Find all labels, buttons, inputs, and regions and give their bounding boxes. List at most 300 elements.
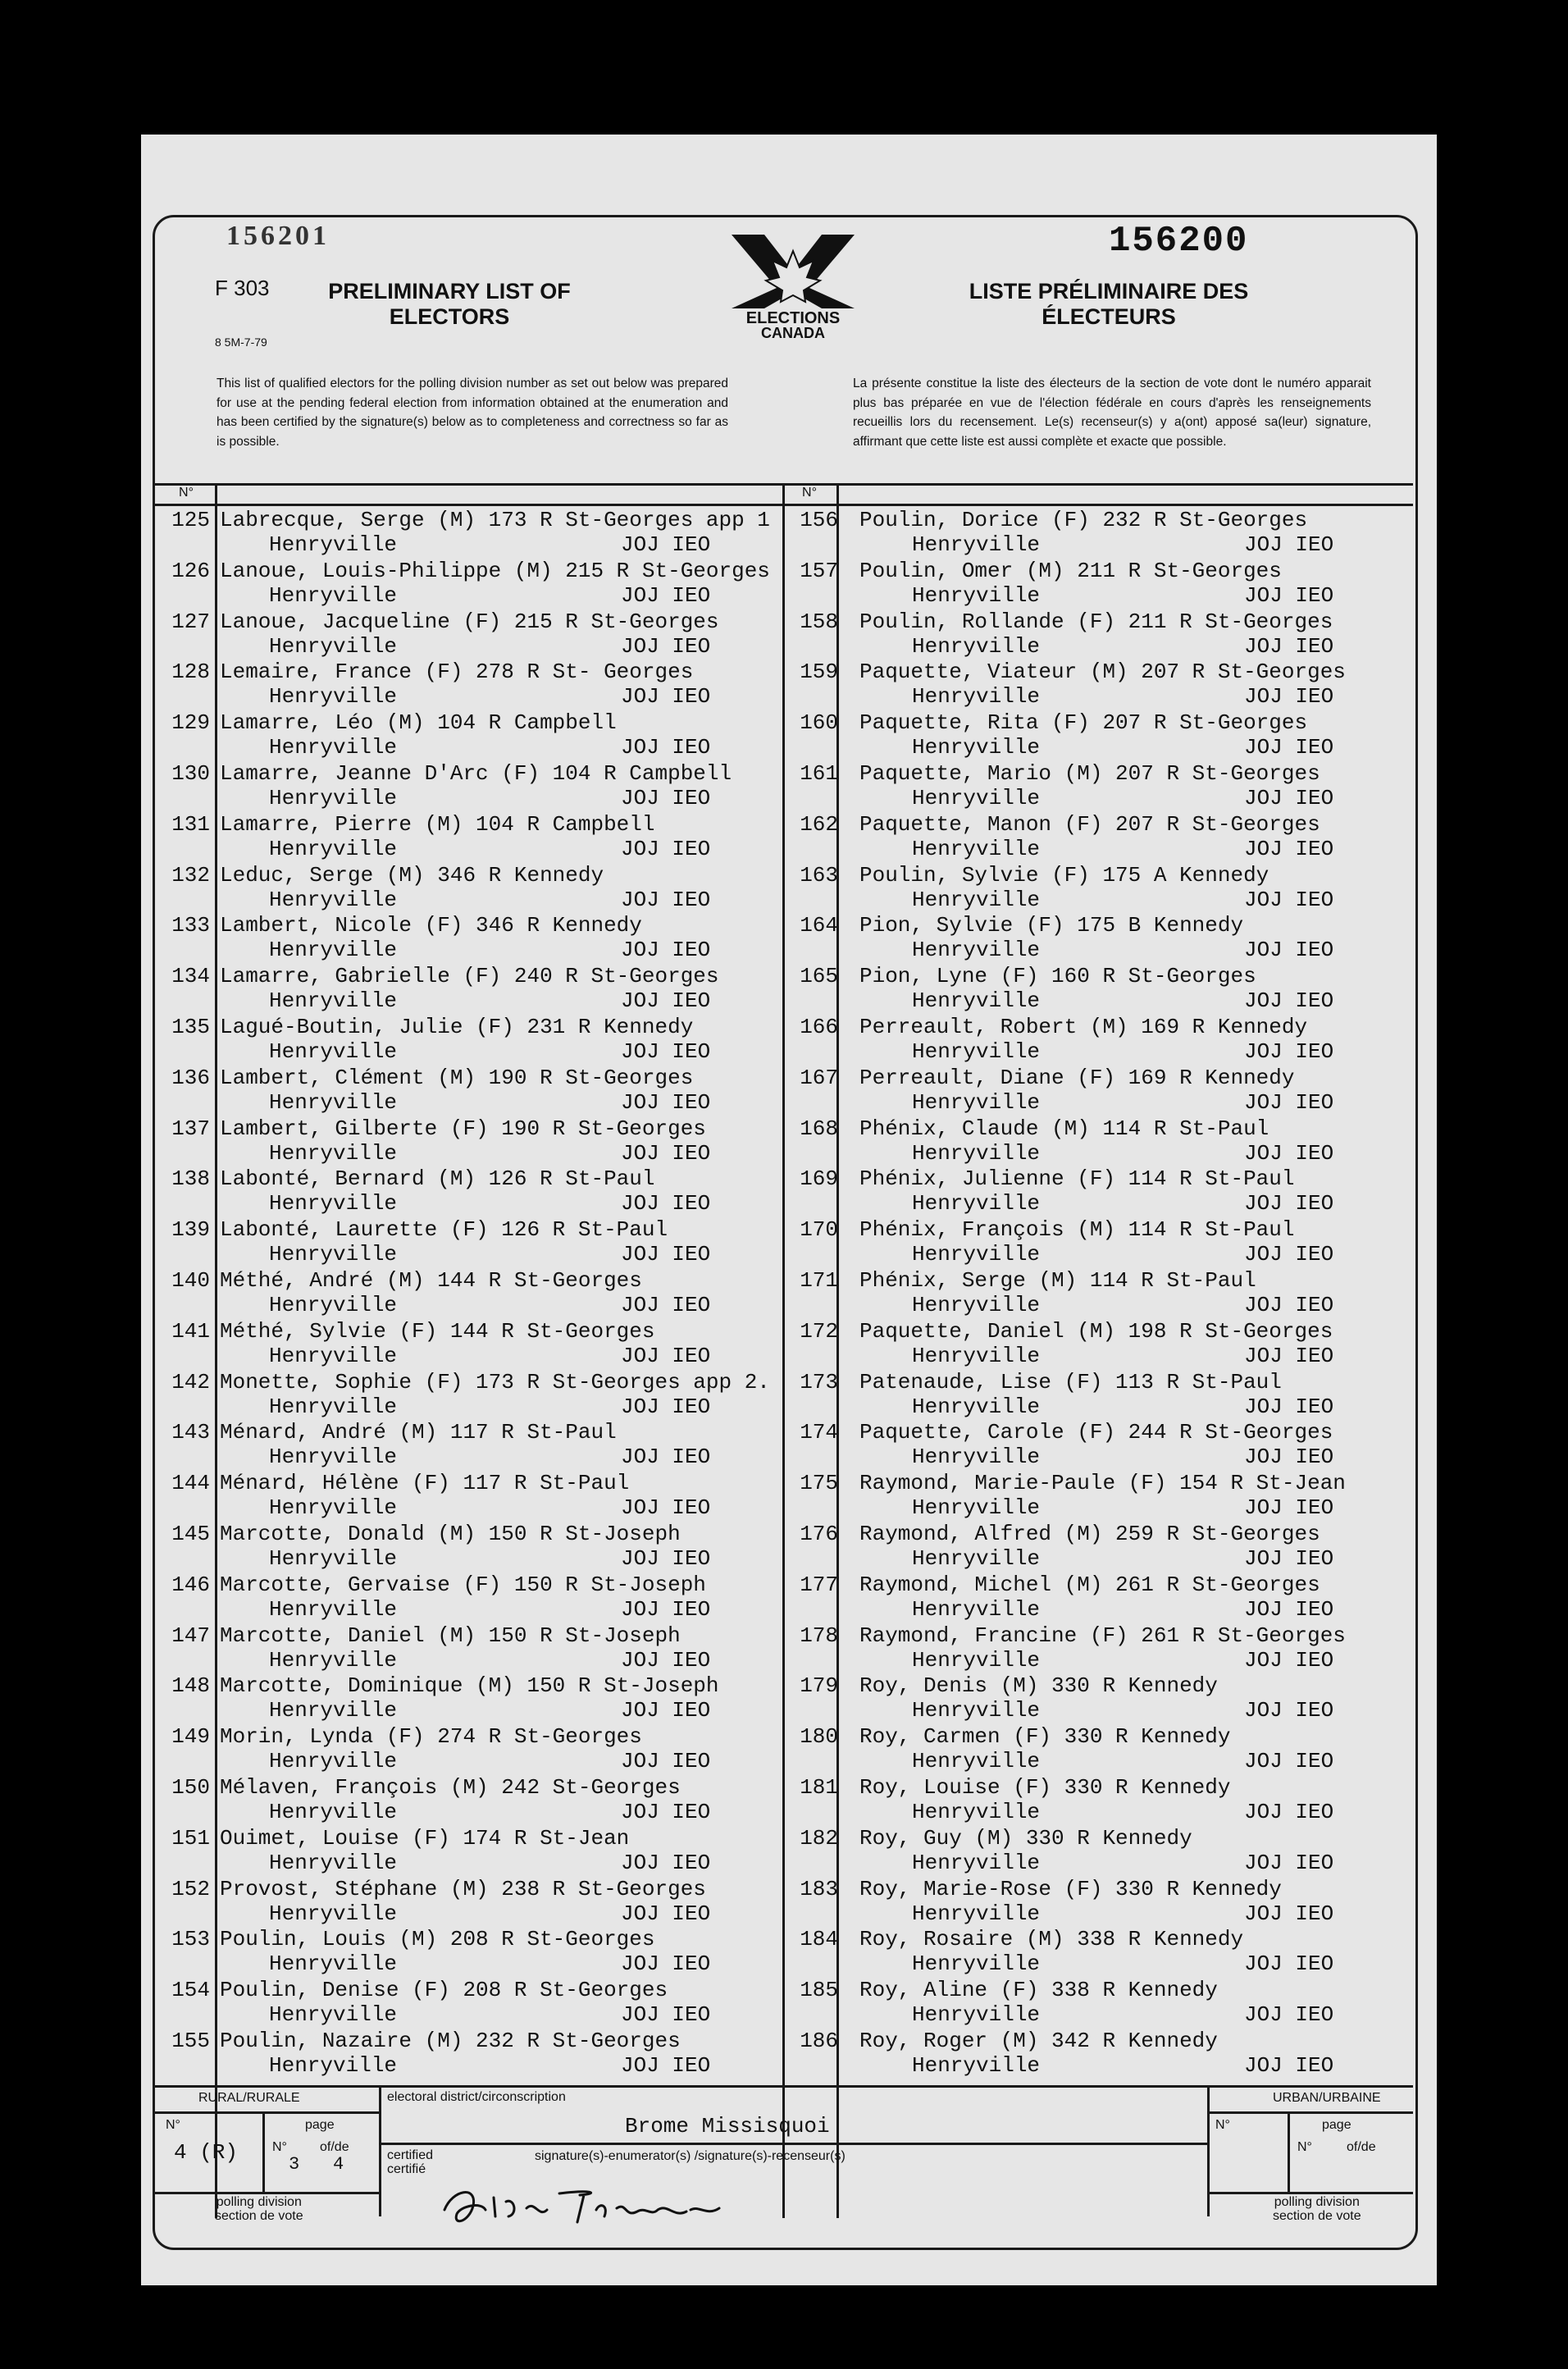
elector-postal-code: JOJ IEO xyxy=(1244,988,1334,1014)
entry-number: 149 xyxy=(171,1724,210,1750)
elector-city: Henryville xyxy=(912,1343,1041,1368)
elector-city: Henryville xyxy=(269,1140,398,1166)
entry-number: 169 xyxy=(800,1166,838,1192)
elector-city: Henryville xyxy=(912,1647,1041,1673)
elector-name-address: Phénix, Serge (M) 114 R St-Paul xyxy=(859,1267,1256,1293)
elector-postal-code: JOJ IEO xyxy=(621,1445,711,1470)
elector-entry xyxy=(157,1116,781,1167)
elector-entry xyxy=(789,1319,1412,1370)
elector-postal-code: JOJ IEO xyxy=(621,1140,711,1166)
elector-postal-code: JOJ IEO xyxy=(621,1951,711,1977)
elector-city: Henryville xyxy=(912,1292,1041,1317)
entry-number: 140 xyxy=(171,1267,210,1293)
elector-city: Henryville xyxy=(269,1596,398,1622)
elector-postal-code: JOJ IEO xyxy=(621,684,711,710)
elector-name-address: Paquette, Rita (F) 207 R St-Georges xyxy=(859,710,1308,736)
elector-postal-code: JOJ IEO xyxy=(621,2052,711,2078)
page-number: 3 xyxy=(289,2154,300,2175)
elector-city: Henryville xyxy=(912,887,1041,912)
elector-city: Henryville xyxy=(912,785,1041,810)
elector-entry xyxy=(789,1673,1412,1724)
entry-number: 145 xyxy=(171,1521,210,1546)
elector-city: Henryville xyxy=(912,582,1041,608)
elector-postal-code: JOJ IEO xyxy=(1244,532,1334,557)
right-elector-column xyxy=(789,508,1412,2079)
elector-entry xyxy=(157,1724,781,1775)
elector-name-address: Poulin, Denise (F) 208 R St-Georges xyxy=(220,1978,668,2003)
elector-name-address: Poulin, Louis (M) 208 R St-Georges xyxy=(220,1927,655,1952)
elector-name-address: Lamarre, Jeanne D'Arc (F) 104 R Campbell xyxy=(220,760,732,786)
elector-entry xyxy=(157,1927,781,1978)
rural-label: RURAL/RURALE xyxy=(198,2091,300,2105)
entry-number: 142 xyxy=(171,1369,210,1394)
entry-number: 157 xyxy=(800,558,838,583)
elector-entry xyxy=(157,1066,781,1116)
elector-postal-code: JOJ IEO xyxy=(621,1191,711,1216)
entry-number: 129 xyxy=(171,710,210,736)
elector-name-address: Phénix, Claude (M) 114 R St-Paul xyxy=(859,1116,1269,1141)
elector-city: Henryville xyxy=(912,1545,1041,1571)
elector-entry xyxy=(789,1066,1412,1116)
elector-postal-code: JOJ IEO xyxy=(621,735,711,760)
elector-name-address: Ménard, André (M) 117 R St-Paul xyxy=(220,1420,617,1445)
form-date: 8 5M-7-79 xyxy=(215,335,267,349)
elector-postal-code: JOJ IEO xyxy=(621,2002,711,2028)
enumerator-signature xyxy=(436,2177,732,2234)
entry-number: 184 xyxy=(800,1927,838,1952)
elector-name-address: Paquette, Manon (F) 207 R St-Georges xyxy=(859,811,1320,837)
elector-postal-code: JOJ IEO xyxy=(621,1038,711,1064)
elector-entry xyxy=(789,1826,1412,1877)
elector-name-address: Pion, Lyne (F) 160 R St-Georges xyxy=(859,964,1256,989)
elector-postal-code: JOJ IEO xyxy=(621,836,711,861)
entry-number: 185 xyxy=(800,1978,838,2003)
elector-name-address: Ménard, Hélène (F) 117 R St-Paul xyxy=(220,1471,630,1496)
elector-entry xyxy=(789,1268,1412,1319)
entry-number: 183 xyxy=(800,1876,838,1901)
elector-postal-code: JOJ IEO xyxy=(621,1698,711,1723)
elector-city: Henryville xyxy=(269,532,398,557)
elector-entry xyxy=(157,1319,781,1370)
elector-postal-code: JOJ IEO xyxy=(621,938,711,963)
entry-number: 163 xyxy=(800,862,838,888)
elector-postal-code: JOJ IEO xyxy=(621,1545,711,1571)
elector-name-address: Roy, Denis (M) 330 R Kennedy xyxy=(859,1673,1218,1699)
intro-text-french: La présente constitue la liste des électeurs de la section de vote dont le numéro apparait plus bas préparée en vue de l'élection fédérale en cours d'après les renseignements recueillis lors du recensement. Le(s) recenseur(s) y a(ont) apposé sa(leur) signature, affirmant que cette liste est aussi complète et exacte que possible. xyxy=(853,377,1371,449)
elector-name-address: Monette, Sophie (F) 173 R St-Georges app 2. xyxy=(220,1369,770,1394)
elector-entry xyxy=(789,863,1412,914)
polling-division-fr: section de vote xyxy=(215,2209,303,2223)
elector-entry xyxy=(157,1572,781,1623)
elector-city: Henryville xyxy=(269,1698,398,1723)
elector-postal-code: JOJ IEO xyxy=(1244,1292,1334,1317)
elector-entry xyxy=(789,1015,1412,1066)
elector-city: Henryville xyxy=(912,938,1041,963)
entry-number: 160 xyxy=(800,710,838,736)
entry-number: 141 xyxy=(171,1318,210,1344)
elector-postal-code: JOJ IEO xyxy=(1244,836,1334,861)
elector-postal-code: JOJ IEO xyxy=(1244,1191,1334,1216)
district-label: electoral district/circonscription xyxy=(387,2090,566,2104)
entry-number: 180 xyxy=(800,1724,838,1750)
entry-number: 134 xyxy=(171,964,210,989)
elector-postal-code: JOJ IEO xyxy=(621,1596,711,1622)
elector-city: Henryville xyxy=(912,1140,1041,1166)
elector-postal-code: JOJ IEO xyxy=(1244,1545,1334,1571)
elector-postal-code: JOJ IEO xyxy=(621,633,711,659)
elector-city: Henryville xyxy=(269,1394,398,1419)
entry-number: 186 xyxy=(800,2028,838,2053)
rural-header-rule xyxy=(154,2111,381,2114)
elector-postal-code: JOJ IEO xyxy=(1244,1394,1334,1419)
elector-entry xyxy=(157,660,781,710)
elector-entry xyxy=(789,761,1412,812)
urban-no-label: N° xyxy=(1215,2118,1230,2132)
entry-number: 166 xyxy=(800,1014,838,1039)
urban-polling-rule xyxy=(1207,2192,1413,2194)
elector-city: Henryville xyxy=(269,1343,398,1368)
entry-number: 148 xyxy=(171,1673,210,1699)
polling-division-label xyxy=(215,2195,303,2223)
serial-number: 156200 xyxy=(1109,221,1249,262)
entry-number: 126 xyxy=(171,558,210,583)
entry-number: 173 xyxy=(800,1369,838,1394)
elector-entry xyxy=(157,1217,781,1268)
elector-name-address: Ouimet, Louise (F) 174 R St-Jean xyxy=(220,1825,630,1851)
elector-name-address: Lemaire, France (F) 278 R St- Georges xyxy=(220,660,694,685)
entry-number: 158 xyxy=(800,609,838,634)
right-number-header: N° xyxy=(802,486,817,500)
entry-number: 170 xyxy=(800,1217,838,1243)
maple-leaf-icon xyxy=(715,226,871,341)
elector-city: Henryville xyxy=(269,2002,398,2028)
elector-city: Henryville xyxy=(912,1799,1041,1824)
urban-polling-fr: section de vote xyxy=(1273,2209,1361,2223)
elector-city: Henryville xyxy=(269,1191,398,1216)
elector-entry xyxy=(157,1268,781,1319)
signature-label: signature(s)-enumerator(s) /signature(s)-recenseur(s) xyxy=(535,2149,846,2163)
elector-postal-code: JOJ IEO xyxy=(1244,1089,1334,1115)
elector-postal-code: JOJ IEO xyxy=(1244,633,1334,659)
elector-name-address: Paquette, Viateur (M) 207 R St-Georges xyxy=(859,660,1346,685)
elector-city: Henryville xyxy=(912,2002,1041,2028)
elector-postal-code: JOJ IEO xyxy=(621,887,711,912)
page-total: 4 xyxy=(333,2154,344,2175)
center-column-rule xyxy=(782,483,785,2218)
elector-city: Henryville xyxy=(912,735,1041,760)
entry-number: 144 xyxy=(171,1471,210,1496)
elector-city: Henryville xyxy=(269,1647,398,1673)
title-french: LISTE PRÉLIMINAIRE DES ÉLECTEURS xyxy=(969,279,1249,329)
elector-name-address: Poulin, Omer (M) 211 R St-Georges xyxy=(859,558,1282,583)
certified-en: certified xyxy=(387,2148,434,2162)
elector-city: Henryville xyxy=(912,1901,1041,1926)
elector-name-address: Phénix, Julienne (F) 114 R St-Paul xyxy=(859,1166,1295,1192)
page-label: page xyxy=(305,2118,335,2132)
elector-entry xyxy=(789,1217,1412,1268)
entry-number: 150 xyxy=(171,1774,210,1800)
elector-name-address: Paquette, Carole (F) 244 R St-Georges xyxy=(859,1420,1333,1445)
urban-polling-label xyxy=(1273,2195,1361,2223)
polling-division-en: polling division xyxy=(216,2195,302,2209)
elector-postal-code: JOJ IEO xyxy=(621,1089,711,1115)
elector-name-address: Raymond, Michel (M) 261 R St-Georges xyxy=(859,1572,1320,1597)
elector-entry xyxy=(157,913,781,964)
svg-text:CANADA: CANADA xyxy=(761,325,825,341)
elector-name-address: Roy, Aline (F) 338 R Kennedy xyxy=(859,1978,1218,2003)
elector-entry xyxy=(789,1724,1412,1775)
elector-city: Henryville xyxy=(912,988,1041,1014)
elector-postal-code: JOJ IEO xyxy=(621,1749,711,1774)
elector-name-address: Lamarre, Pierre (M) 104 R Campbell xyxy=(220,811,655,837)
urban-header-rule xyxy=(1207,2111,1413,2114)
elector-entry xyxy=(157,559,781,609)
elector-entry xyxy=(789,1775,1412,1826)
entry-number: 176 xyxy=(800,1521,838,1546)
elector-entry xyxy=(789,609,1412,660)
elector-postal-code: JOJ IEO xyxy=(621,1799,711,1824)
elector-postal-code: JOJ IEO xyxy=(621,1343,711,1368)
elector-name-address: Roy, Louise (F) 330 R Kennedy xyxy=(859,1774,1231,1800)
elector-city: Henryville xyxy=(912,1495,1041,1521)
elector-postal-code: JOJ IEO xyxy=(1244,1140,1334,1166)
elector-city: Henryville xyxy=(269,684,398,710)
entry-number: 161 xyxy=(800,760,838,786)
elector-entry xyxy=(157,1471,781,1522)
elector-postal-code: JOJ IEO xyxy=(1244,1647,1334,1673)
elector-name-address: Roy, Carmen (F) 330 R Kennedy xyxy=(859,1724,1231,1750)
elector-name-address: Marcotte, Donald (M) 150 R St-Joseph xyxy=(220,1521,681,1546)
elector-name-address: Poulin, Nazaire (M) 232 R St-Georges xyxy=(220,2028,681,2053)
elector-name-address: Raymond, Marie-Paule (F) 154 R St-Jean xyxy=(859,1471,1346,1496)
elector-city: Henryville xyxy=(269,988,398,1014)
document-sheet xyxy=(141,135,1437,2285)
elector-name-address: Roy, Rosaire (M) 338 R Kennedy xyxy=(859,1927,1244,1952)
entry-number: 162 xyxy=(800,811,838,837)
entry-number: 131 xyxy=(171,811,210,837)
elector-entry xyxy=(157,710,781,761)
elector-postal-code: JOJ IEO xyxy=(1244,887,1334,912)
elector-name-address: Poulin, Rollande (F) 211 R St-Georges xyxy=(859,609,1333,634)
urban-page-label: page xyxy=(1322,2118,1351,2132)
left-elector-column xyxy=(157,508,781,2079)
elector-name-address: Provost, Stéphane (M) 238 R St-Georges xyxy=(220,1876,706,1901)
page-divider xyxy=(262,2111,265,2193)
elector-name-address: Patenaude, Lise (F) 113 R St-Paul xyxy=(859,1369,1282,1394)
entry-number: 172 xyxy=(800,1318,838,1344)
elector-name-address: Raymond, Alfred (M) 259 R St-Georges xyxy=(859,1521,1320,1546)
elector-name-address: Perreault, Diane (F) 169 R Kennedy xyxy=(859,1065,1295,1090)
elector-entry xyxy=(789,559,1412,609)
elector-entry xyxy=(157,1015,781,1066)
urban-divider xyxy=(1207,2085,1210,2216)
left-number-header: N° xyxy=(179,486,194,500)
elector-city: Henryville xyxy=(912,1850,1041,1875)
elector-city: Henryville xyxy=(912,1038,1041,1064)
elector-postal-code: JOJ IEO xyxy=(1244,1495,1334,1521)
polling-division-number: 4 (R) xyxy=(174,2140,239,2165)
elector-city: Henryville xyxy=(912,1698,1041,1723)
elector-name-address: Paquette, Daniel (M) 198 R St-Georges xyxy=(859,1318,1333,1344)
elector-city: Henryville xyxy=(269,1545,398,1571)
elector-city: Henryville xyxy=(269,1749,398,1774)
certified-fr: certifié xyxy=(387,2162,426,2176)
elector-name-address: Lagué-Boutin, Julie (F) 231 R Kennedy xyxy=(220,1014,694,1039)
entry-number: 174 xyxy=(800,1420,838,1445)
elector-city: Henryville xyxy=(269,938,398,963)
elector-city: Henryville xyxy=(912,1596,1041,1622)
elector-city: Henryville xyxy=(269,735,398,760)
elector-city: Henryville xyxy=(269,2052,398,2078)
entry-number: 179 xyxy=(800,1673,838,1699)
elector-name-address: Labrecque, Serge (M) 173 R St-Georges app 1 xyxy=(220,508,770,532)
elections-canada-logo xyxy=(715,226,871,341)
elector-entry xyxy=(157,1522,781,1572)
elector-name-address: Labonté, Laurette (F) 126 R St-Paul xyxy=(220,1217,668,1243)
entry-number: 152 xyxy=(171,1876,210,1901)
elector-city: Henryville xyxy=(269,1089,398,1115)
entry-number: 135 xyxy=(171,1014,210,1039)
elector-postal-code: JOJ IEO xyxy=(1244,1038,1334,1064)
entry-number: 178 xyxy=(800,1623,838,1648)
elector-name-address: Marcotte, Daniel (M) 150 R St-Joseph xyxy=(220,1623,681,1648)
elector-postal-code: JOJ IEO xyxy=(1244,684,1334,710)
elector-city: Henryville xyxy=(269,1242,398,1267)
document-code-stamp: 156201 xyxy=(226,221,330,251)
elector-entry xyxy=(789,812,1412,863)
elector-entry xyxy=(789,1116,1412,1167)
elector-name-address: Lanoue, Jacqueline (F) 215 R St-Georges xyxy=(220,609,719,634)
elector-postal-code: JOJ IEO xyxy=(621,1394,711,1419)
entry-number: 175 xyxy=(800,1471,838,1496)
elector-entry xyxy=(789,1370,1412,1421)
entry-number: 127 xyxy=(171,609,210,634)
elector-postal-code: JOJ IEO xyxy=(1244,1596,1334,1622)
certified-label xyxy=(387,2148,433,2176)
entry-number: 143 xyxy=(171,1420,210,1445)
entry-number: 153 xyxy=(171,1927,210,1952)
elector-entry xyxy=(789,964,1412,1015)
elector-city: Henryville xyxy=(912,1242,1041,1267)
urban-of-label: of/de xyxy=(1347,2140,1376,2154)
elector-entry xyxy=(157,508,781,559)
elector-name-address: Lanoue, Louis-Philippe (M) 215 R St-Georges xyxy=(220,558,770,583)
elector-entry xyxy=(789,710,1412,761)
elector-city: Henryville xyxy=(269,1445,398,1470)
elector-postal-code: JOJ IEO xyxy=(1244,582,1334,608)
elector-city: Henryville xyxy=(269,582,398,608)
entry-number: 182 xyxy=(800,1825,838,1851)
elector-city: Henryville xyxy=(912,1089,1041,1115)
district-value: Brome Missisquoi xyxy=(625,2114,830,2138)
elector-entry xyxy=(789,1471,1412,1522)
entry-number: 151 xyxy=(171,1825,210,1851)
form-number: F 303 xyxy=(215,276,270,300)
elector-entry xyxy=(789,2029,1412,2079)
entry-number: 132 xyxy=(171,862,210,888)
elector-entry xyxy=(157,1775,781,1826)
elector-city: Henryville xyxy=(269,1292,398,1317)
elector-city: Henryville xyxy=(269,1901,398,1926)
elector-postal-code: JOJ IEO xyxy=(621,1495,711,1521)
svg-text:ELECTIONS: ELECTIONS xyxy=(745,309,841,327)
page-no-label: N° xyxy=(272,2140,287,2154)
elector-postal-code: JOJ IEO xyxy=(1244,1242,1334,1267)
elector-city: Henryville xyxy=(269,785,398,810)
elector-name-address: Mélaven, François (M) 242 St-Georges xyxy=(220,1774,681,1800)
entry-number: 177 xyxy=(800,1572,838,1597)
urban-polling-en: polling division xyxy=(1274,2195,1360,2209)
elector-name-address: Lamarre, Gabrielle (F) 240 R St-Georges xyxy=(220,964,719,989)
elector-postal-code: JOJ IEO xyxy=(621,532,711,557)
elector-entry xyxy=(789,913,1412,964)
elector-postal-code: JOJ IEO xyxy=(621,1292,711,1317)
elector-city: Henryville xyxy=(269,1850,398,1875)
elector-name-address: Marcotte, Dominique (M) 150 R St-Joseph xyxy=(220,1673,719,1699)
elector-city: Henryville xyxy=(912,633,1041,659)
elector-postal-code: JOJ IEO xyxy=(621,1647,711,1673)
elector-city: Henryville xyxy=(912,1445,1041,1470)
elector-postal-code: JOJ IEO xyxy=(1244,2052,1334,2078)
elector-city: Henryville xyxy=(912,1749,1041,1774)
elector-entry xyxy=(157,1420,781,1471)
elector-city: Henryville xyxy=(912,532,1041,557)
elector-postal-code: JOJ IEO xyxy=(1244,1951,1334,1977)
elector-name-address: Labonté, Bernard (M) 126 R St-Paul xyxy=(220,1166,655,1192)
entry-number: 137 xyxy=(171,1116,210,1141)
elector-entry xyxy=(157,761,781,812)
elector-entry xyxy=(789,1623,1412,1674)
elector-entry xyxy=(789,1927,1412,1978)
elector-postal-code: JOJ IEO xyxy=(621,1850,711,1875)
elector-postal-code: JOJ IEO xyxy=(1244,1698,1334,1723)
entry-number: 171 xyxy=(800,1267,838,1293)
elector-city: Henryville xyxy=(269,633,398,659)
elector-postal-code: JOJ IEO xyxy=(1244,735,1334,760)
elector-postal-code: JOJ IEO xyxy=(621,582,711,608)
signature-scrawl xyxy=(436,2177,732,2234)
elector-city: Henryville xyxy=(912,836,1041,861)
elector-postal-code: JOJ IEO xyxy=(621,1901,711,1926)
elector-name-address: Raymond, Francine (F) 261 R St-Georges xyxy=(859,1623,1346,1648)
elector-name-address: Poulin, Dorice (F) 232 R St-Georges xyxy=(859,508,1308,532)
elector-name-address: Lambert, Clément (M) 190 R St-Georges xyxy=(220,1065,694,1090)
entry-number: 128 xyxy=(171,660,210,685)
entry-number: 159 xyxy=(800,660,838,685)
elector-name-address: Roy, Marie-Rose (F) 330 R Kennedy xyxy=(859,1876,1282,1901)
elector-city: Henryville xyxy=(269,1799,398,1824)
elector-name-address: Pion, Sylvie (F) 175 B Kennedy xyxy=(859,913,1244,938)
polling-no-label: N° xyxy=(166,2118,180,2132)
elector-city: Henryville xyxy=(269,836,398,861)
entry-number: 165 xyxy=(800,964,838,989)
entry-number: 136 xyxy=(171,1065,210,1090)
urban-page-no-label: N° xyxy=(1297,2140,1312,2154)
elector-entry xyxy=(157,1826,781,1877)
intro-text-english: This list of qualified electors for the polling division number as set out below was prepared for use at the pending federal election from information obtained at the enumeration and has been certified by the signature(s) below as to completeness and correctness so far as is possible. xyxy=(217,377,728,449)
elector-postal-code: JOJ IEO xyxy=(621,1242,711,1267)
elector-city: Henryville xyxy=(269,887,398,912)
elector-entry xyxy=(157,1877,781,1928)
entry-number: 167 xyxy=(800,1065,838,1090)
elector-postal-code: JOJ IEO xyxy=(1244,1850,1334,1875)
elector-entry xyxy=(157,1370,781,1421)
elector-city: Henryville xyxy=(912,1191,1041,1216)
elector-name-address: Lambert, Gilberte (F) 190 R St-Georges xyxy=(220,1116,706,1141)
elector-name-address: Méthé, Sylvie (F) 144 R St-Georges xyxy=(220,1318,655,1344)
elector-name-address: Morin, Lynda (F) 274 R St-Georges xyxy=(220,1724,642,1750)
elector-entry xyxy=(789,660,1412,710)
